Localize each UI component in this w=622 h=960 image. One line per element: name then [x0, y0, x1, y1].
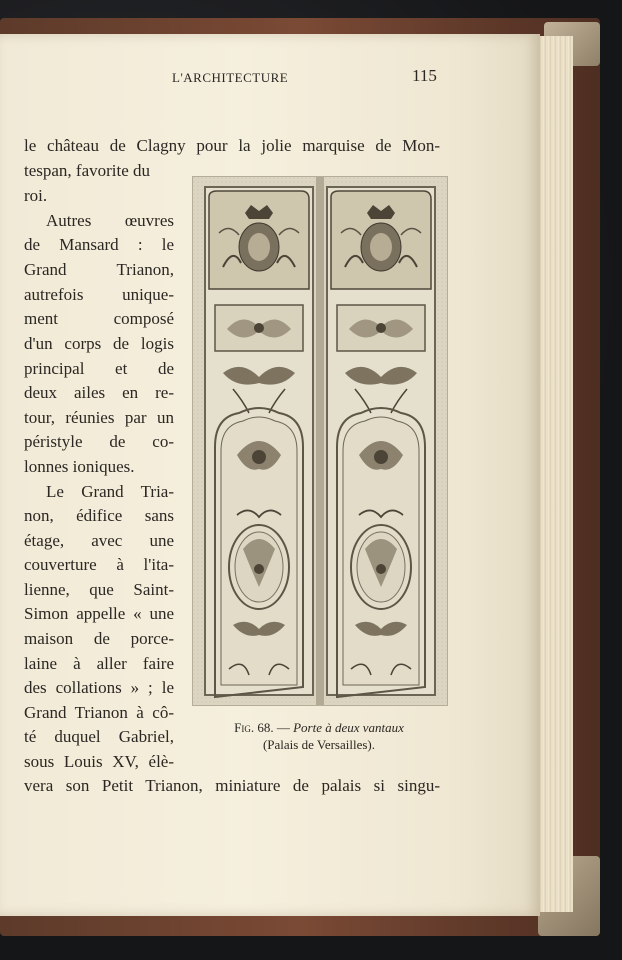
- text-line: étage, avec une: [24, 531, 174, 550]
- text-line: le château de Clagny pour la jolie marquise de Mon-: [24, 136, 440, 155]
- figure-title: Porte à deux vantaux: [293, 720, 404, 735]
- text-line: maison de porce-: [24, 629, 174, 648]
- text-line: tespan, favorite du: [24, 161, 151, 180]
- page-number: 115: [412, 66, 437, 85]
- text-line: d'un corps de logis: [24, 334, 174, 353]
- door-illustration: [193, 177, 447, 705]
- text-line: Simon appelle « une: [24, 604, 174, 623]
- figure-door-engraving: [192, 176, 448, 706]
- text-line: non, édifice sans: [24, 506, 174, 525]
- figure-caption-dash: —: [273, 720, 294, 735]
- figure-label: Fig. 68.: [234, 720, 274, 735]
- text-line: Autres œuvres: [46, 211, 174, 230]
- text-line: autrefois unique-: [24, 285, 174, 304]
- text-line: Le Grand Tria-: [46, 482, 174, 501]
- text-line: roi.: [24, 186, 48, 205]
- door-leaf-left: [205, 187, 313, 697]
- text-line: péristyle de co-: [24, 432, 174, 451]
- text-line: de Mansard : le: [24, 235, 174, 254]
- text-line: principal et de: [24, 359, 174, 378]
- text-line: vera son Petit Trianon, miniature de palais si singu-: [24, 776, 440, 795]
- page-edges: [536, 36, 573, 912]
- text-line: lonnes ioniques.: [24, 457, 135, 476]
- figure-caption: [192, 720, 446, 736]
- text-line: couverture à l'ita-: [24, 555, 174, 574]
- text-line: ment composé: [24, 309, 174, 328]
- figure-location: (Palais de Versailles).: [262, 737, 376, 752]
- running-head: L'ARCHITECTURE: [172, 70, 289, 85]
- text-line: des collations » ; le: [24, 678, 174, 697]
- text-line: té duquel Gabriel,: [24, 727, 174, 746]
- door-leaf-right: [327, 187, 435, 697]
- text-line: deux ailes en re-: [24, 383, 174, 402]
- text-line: sous Louis XV, élè-: [24, 752, 174, 771]
- text-line: Grand Trianon,: [24, 260, 174, 279]
- text-line: Grand Trianon à cô-: [24, 703, 174, 722]
- text-line: laine à aller faire: [24, 654, 174, 673]
- text-line: tour, réunies par un: [24, 408, 174, 427]
- text-line: lienne, que Saint-: [24, 580, 174, 599]
